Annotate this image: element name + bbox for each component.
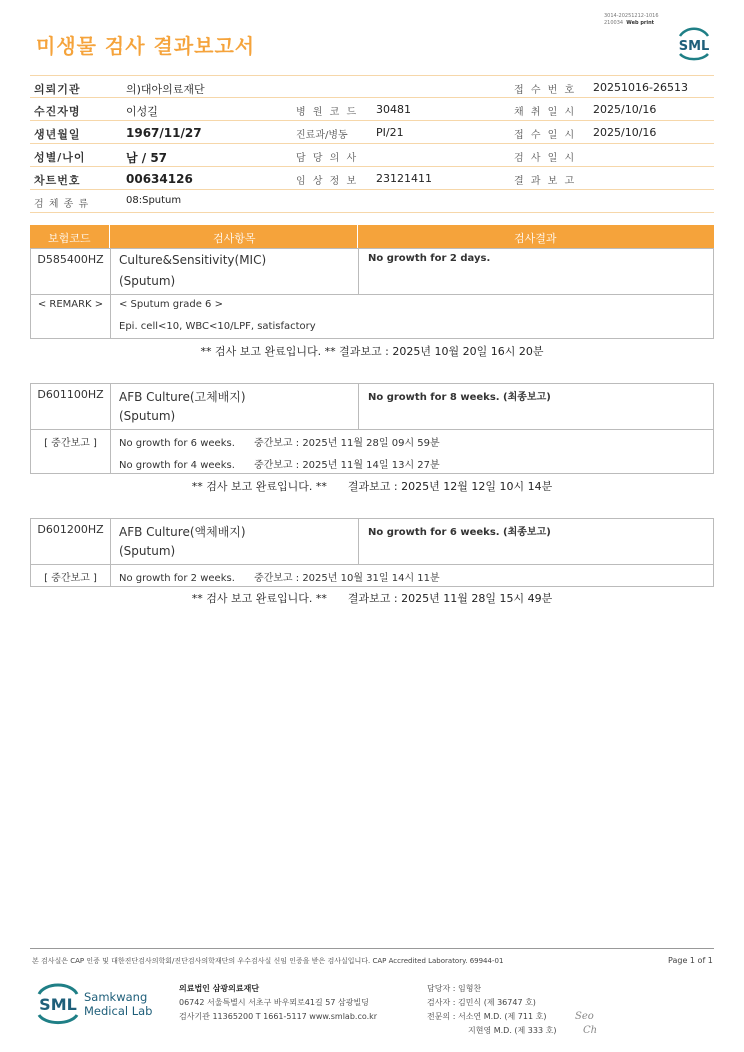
org-address: 06742 서울특별시 서초구 바우뫼로41길 57 삼광빌딩 — [179, 998, 369, 1007]
interim-line1: No growth for 2 weeks. 중간보고 : 2025년 10월 31일 14시 11분 — [119, 573, 440, 584]
info-row — [30, 98, 714, 121]
signature-1: Seo — [575, 1011, 594, 1022]
dept-value: PI/21 — [376, 126, 404, 139]
test-block — [30, 248, 714, 339]
doctor-label: 담 당 의 사 — [296, 153, 359, 164]
info-row — [30, 190, 714, 213]
info-row — [30, 121, 714, 144]
org-contact: 검사기관 11365200 T 1661-5117 www.smlab.co.kr — [179, 1012, 378, 1021]
hospital-code-label: 병 원 코 드 — [296, 107, 359, 118]
org-name: 의료법인 삼광의료재단 — [179, 984, 260, 993]
report-title: 미생물 검사 결과보고서 — [36, 34, 256, 58]
test-item: Culture&Sensitivity(MIC) — [119, 253, 267, 267]
test-specimen: (Sputum) — [119, 544, 176, 558]
signature-2: Ch — [583, 1025, 598, 1036]
interim-line1: No growth for 6 weeks. 중간보고 : 2025년 11월 28일 09시 59분 — [119, 438, 440, 449]
hospital-code-value: 30481 — [376, 103, 411, 116]
staff-tester: 검사자 : 김민식 (제 36747 호) — [427, 998, 536, 1007]
collect-date-value: 2025/10/16 — [593, 103, 657, 116]
interim-label: [ 중간보고 ] — [44, 573, 97, 584]
receipt-date-label: 접 수 일 시 — [514, 130, 577, 141]
test-row — [31, 519, 713, 564]
info-row — [30, 167, 714, 190]
test-block — [30, 383, 714, 474]
birth-value: 1967/11/27 — [126, 126, 202, 140]
samkwang-logo-line2: Medical Lab — [84, 1004, 153, 1018]
print-id — [604, 13, 659, 27]
print-mode: Web print — [626, 20, 655, 26]
patient-value: 이성길 — [126, 105, 158, 118]
col-code-header: 보험코드 — [48, 232, 91, 245]
test-code: D601200HZ — [37, 523, 104, 536]
result-header — [30, 225, 714, 248]
signature — [575, 1010, 597, 1038]
staff-manager: 담당자 : 임형찬 — [427, 984, 482, 993]
sml-logo-icon — [674, 24, 714, 62]
staff-specialist-2: 지현영 M.D. (제 333 호) — [468, 1026, 557, 1035]
patient-info-table — [30, 75, 714, 213]
specimen-value: 08:Sputum — [126, 195, 182, 206]
clinical-value: 23121411 — [376, 172, 432, 185]
staff-info — [427, 982, 556, 1038]
dept-label: 진료과/병동 — [296, 130, 348, 141]
receipt-date-value: 2025/10/16 — [593, 126, 657, 139]
client-label: 의뢰기관 — [34, 83, 81, 96]
test-code: D585400HZ — [37, 253, 104, 266]
remark-label: < REMARK > — [37, 299, 104, 310]
test-code: D601100HZ — [37, 388, 104, 401]
report-complete: ** 검사 보고 완료입니다. ** 결과보고 : 2025년 10월 20일 16시 20분 — [200, 345, 544, 358]
col-item-header: 검사항목 — [213, 232, 256, 245]
clinical-label: 임 상 정 보 — [296, 176, 359, 187]
print-id-line2: 210034 — [604, 20, 624, 26]
test-row — [31, 384, 713, 429]
test-result: No growth for 8 weeks. (최종보고) — [368, 392, 551, 403]
test-specimen: (Sputum) — [119, 409, 176, 423]
interim-row — [31, 564, 713, 586]
report-complete: ** 검사 보고 완료입니다. ** 결과보고 : 2025년 11월 28일 15시 49분 — [191, 592, 553, 605]
specimen-label: 검 체 종 류 — [34, 199, 90, 210]
test-date-label: 검 사 일 시 — [514, 153, 577, 164]
sex-age-value: 남 / 57 — [126, 151, 168, 165]
sex-age-label: 성별/나이 — [34, 151, 86, 164]
receipt-no-value: 20251016-26513 — [593, 81, 688, 94]
remark-line1: < Sputum grade 6 > — [119, 299, 223, 310]
org-info — [179, 982, 377, 1024]
collect-date-label: 채 취 일 시 — [514, 107, 577, 118]
interim-row — [31, 429, 713, 473]
page-number: Page 1 of 1 — [668, 956, 713, 965]
client-value: 의)대아의료재단 — [126, 83, 205, 96]
staff-specialist: 전문의 : 서소연 M.D. (제 711 호) — [427, 1012, 547, 1021]
print-id-line1: 3014-20251212-1016 — [604, 13, 659, 19]
patient-label: 수진자명 — [34, 105, 81, 118]
col-result-header: 검사결과 — [514, 232, 557, 245]
test-result: No growth for 6 weeks. (최종보고) — [368, 527, 551, 538]
interim-label: [ 중간보고 ] — [44, 438, 97, 449]
report-label: 결 과 보 고 — [514, 176, 577, 187]
samkwang-logo-mark: SML — [39, 995, 77, 1014]
test-result: No growth for 2 days. — [368, 253, 491, 264]
footer-divider — [30, 948, 714, 949]
receipt-no-label: 접 수 번 호 — [514, 85, 577, 96]
remark-row — [31, 294, 713, 338]
accreditation-note: 본 검사실은 CAP 인증 및 대한진단검사의학회/진단검사의학재단의 우수검사실 신임 인증을 받은 검사실입니다. CAP Accredited Laboratory. 69944-01 — [32, 957, 504, 965]
interim-line2: No growth for 4 weeks. 중간보고 : 2025년 11월 14일 13시 27분 — [119, 460, 440, 471]
samkwang-logo-line1: Samkwang — [84, 990, 148, 1004]
test-specimen: (Sputum) — [119, 274, 176, 288]
remark-line2: Epi. cell<10, WBC<10/LPF, satisfactory — [119, 321, 316, 332]
test-row — [31, 249, 713, 294]
chart-label: 차트번호 — [34, 174, 81, 187]
chart-value: 00634126 — [126, 172, 193, 186]
info-row — [30, 75, 714, 98]
info-row — [30, 144, 714, 167]
report-complete: ** 검사 보고 완료입니다. ** 결과보고 : 2025년 12월 12일 10시 14분 — [191, 480, 553, 493]
sml-logo-text: SML — [678, 39, 710, 54]
birth-label: 생년월일 — [34, 128, 81, 141]
test-block — [30, 518, 714, 587]
test-item: AFB Culture(고체배지) — [119, 390, 246, 404]
test-item: AFB Culture(액체배지) — [119, 525, 246, 539]
samkwang-logo-icon — [36, 980, 156, 1026]
